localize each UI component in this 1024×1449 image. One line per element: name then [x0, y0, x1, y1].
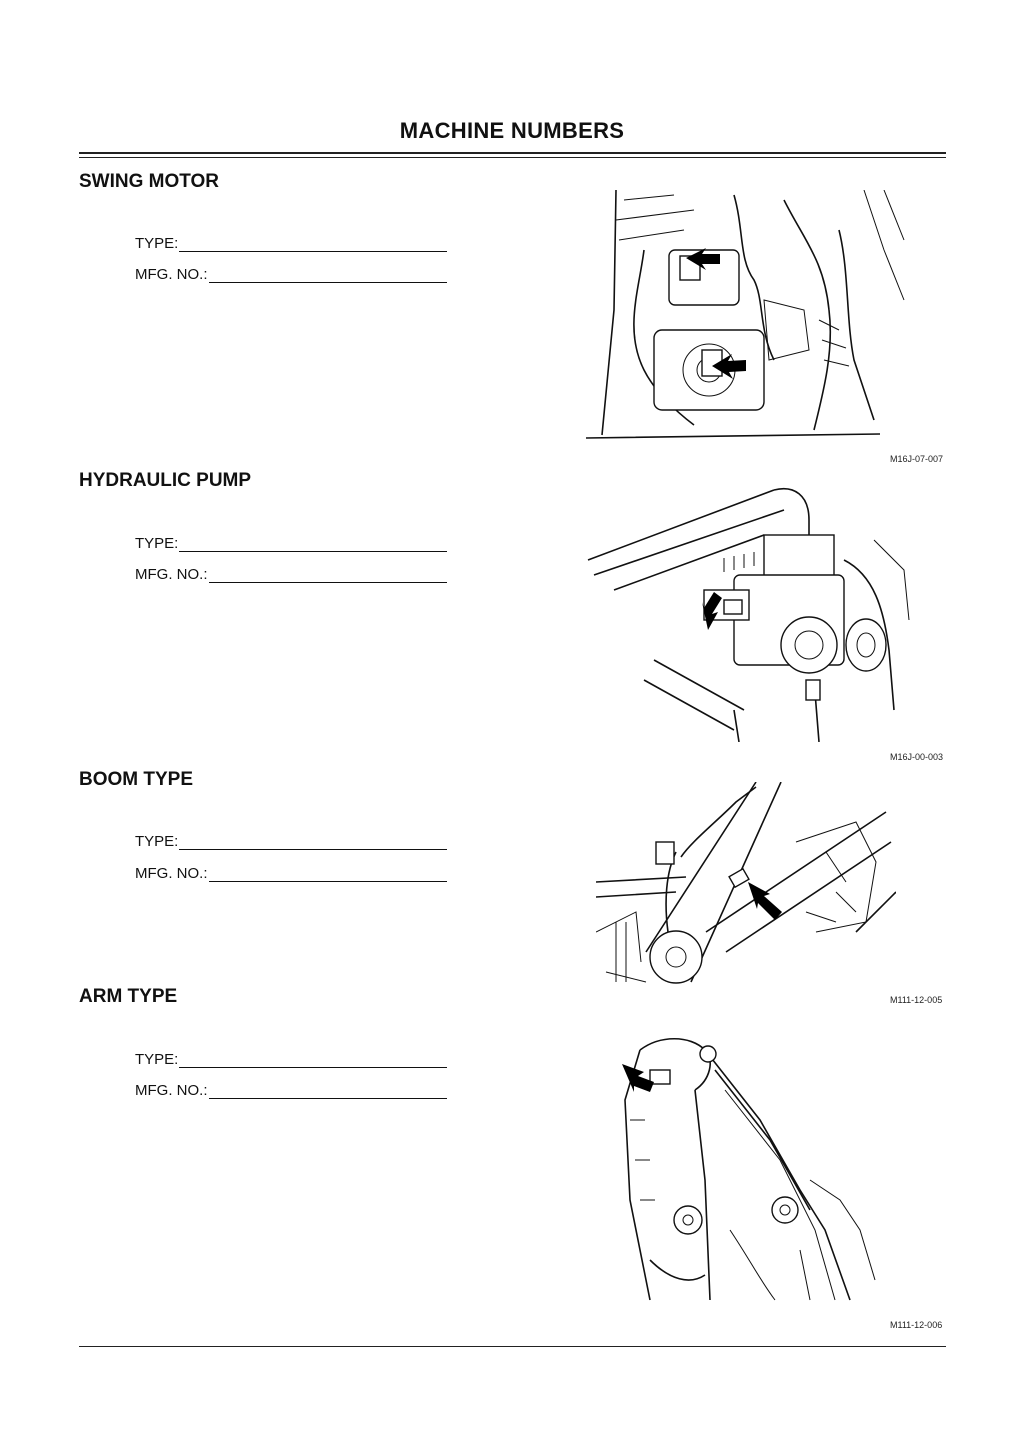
- section-heading-swing-motor: SWING MOTOR: [79, 171, 220, 192]
- mfg-no-entry-line[interactable]: [209, 566, 447, 583]
- hydraulic-pump-type-field[interactable]: [135, 535, 447, 552]
- title-rule-thin: [79, 157, 946, 158]
- hydraulic-pump-illustration: [584, 480, 924, 742]
- mfg-no-label: MFG. NO.:: [135, 266, 208, 283]
- mfg-no-label: MFG. NO.:: [135, 1082, 208, 1099]
- figure-code: M111-12-006: [890, 1320, 943, 1330]
- figure-code: M111-12-005: [890, 995, 943, 1005]
- type-entry-line[interactable]: [179, 833, 447, 850]
- swing-motor-illustration: [584, 190, 924, 440]
- section-heading-hydraulic-pump: HYDRAULIC PUMP: [79, 470, 252, 491]
- arm-type-illustration: [610, 1030, 880, 1312]
- type-label: TYPE:: [135, 235, 179, 252]
- mfg-no-entry-line[interactable]: [209, 1082, 447, 1099]
- title-rule-thick: [79, 152, 946, 154]
- type-label: TYPE:: [135, 1051, 179, 1068]
- boom-type-illustration: [596, 782, 896, 984]
- swing-motor-mfg-field[interactable]: [135, 266, 447, 283]
- section-heading-arm-type: ARM TYPE: [79, 986, 178, 1007]
- boom-type-type-field[interactable]: [135, 833, 447, 850]
- page-title: MACHINE NUMBERS: [399, 118, 625, 143]
- boom-type-mfg-field[interactable]: [135, 865, 447, 882]
- figure-code: M16J-00-003: [890, 752, 944, 762]
- type-entry-line[interactable]: [179, 535, 447, 552]
- hydraulic-pump-mfg-field[interactable]: [135, 566, 447, 583]
- mfg-no-entry-line[interactable]: [209, 266, 447, 283]
- mfg-no-label: MFG. NO.:: [135, 566, 208, 583]
- type-entry-line[interactable]: [179, 235, 447, 252]
- section-heading-boom-type: BOOM TYPE: [79, 769, 194, 790]
- mfg-no-entry-line[interactable]: [209, 865, 447, 882]
- footer-rule: [79, 1346, 946, 1347]
- arm-type-mfg-field[interactable]: [135, 1082, 447, 1099]
- type-label: TYPE:: [135, 535, 179, 552]
- figure-code: M16J-07-007: [890, 454, 944, 464]
- type-entry-line[interactable]: [179, 1051, 447, 1068]
- swing-motor-type-field[interactable]: [135, 235, 447, 252]
- type-label: TYPE:: [135, 833, 179, 850]
- mfg-no-label: MFG. NO.:: [135, 865, 208, 882]
- arm-type-type-field[interactable]: [135, 1051, 447, 1068]
